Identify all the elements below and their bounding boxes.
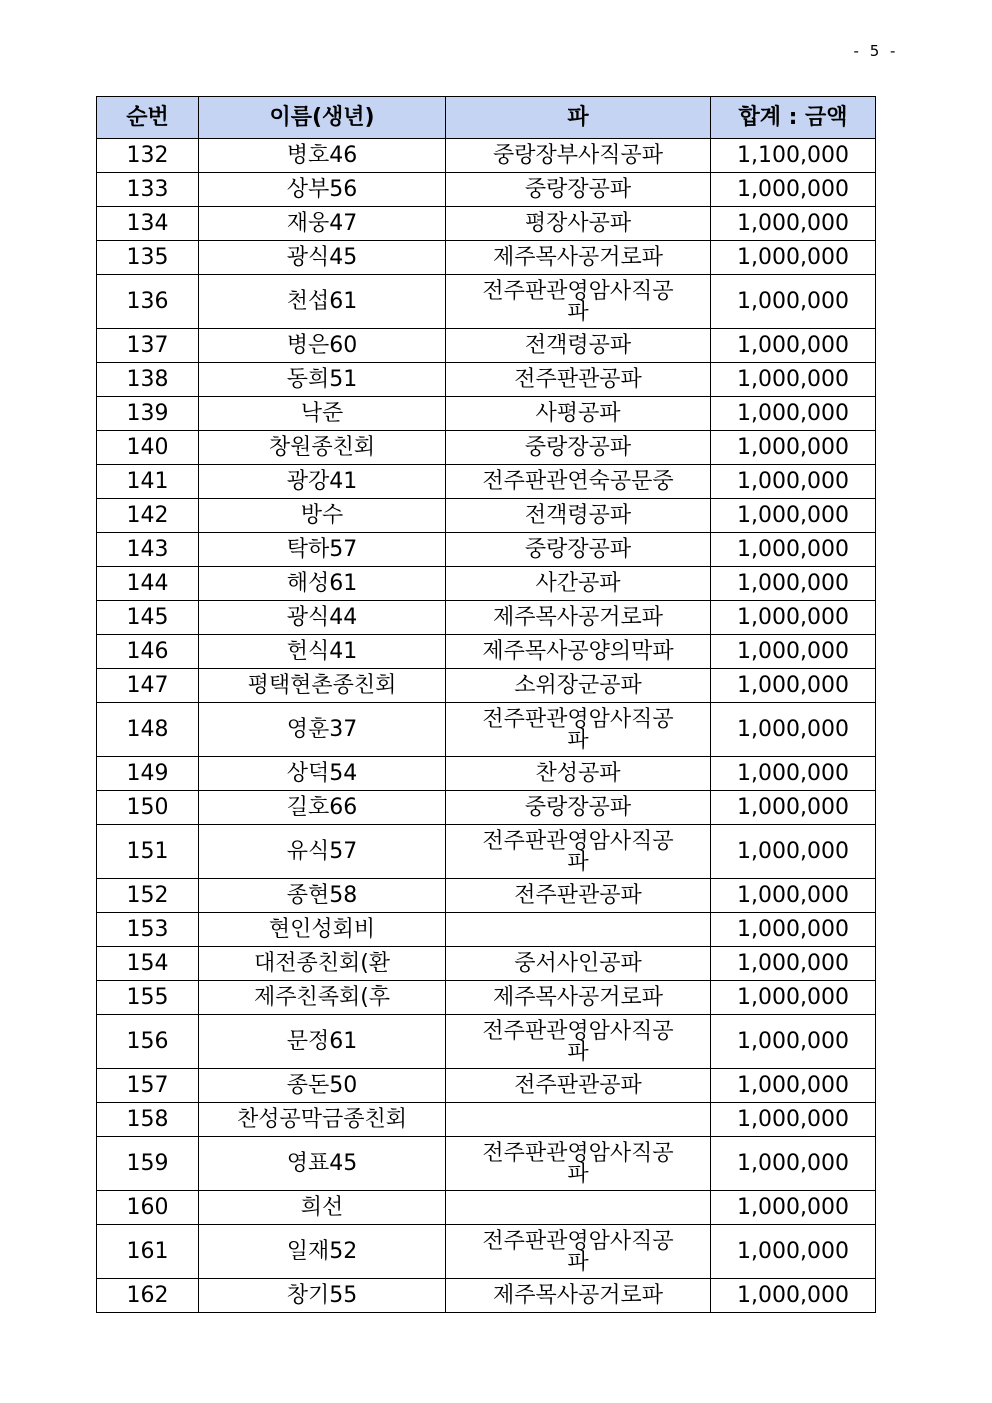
table-row [97,635,876,669]
cell-name: 평택현촌종친회 [199,669,446,703]
cell-amount: 1,000,000 [711,913,876,947]
cell-no: 149 [97,757,199,791]
cell-name: 창원종친회 [199,431,446,465]
cell-clan: 제주목사공양의막파 [446,635,711,669]
header-no: 순번 [97,97,199,139]
cell-no: 155 [97,981,199,1015]
cell-name: 병호46 [199,139,446,173]
table-row [97,431,876,465]
table-row [97,567,876,601]
cell-clan [446,1191,711,1225]
cell-name: 탁하57 [199,533,446,567]
table-row [97,1069,876,1103]
cell-amount: 1,000,000 [711,173,876,207]
cell-no: 134 [97,207,199,241]
table-row [97,465,876,499]
cell-clan: 제주목사공거로파 [446,1279,711,1313]
table-row [97,139,876,173]
cell-clan: 중랑장공파 [446,173,711,207]
cell-name: 창기55 [199,1279,446,1313]
table-row [97,1137,876,1191]
cell-no: 162 [97,1279,199,1313]
cell-clan: 전주판관연숙공문중 [446,465,711,499]
cell-name: 방수 [199,499,446,533]
cell-name: 유식57 [199,825,446,879]
cell-no: 133 [97,173,199,207]
cell-no: 152 [97,879,199,913]
cell-amount: 1,000,000 [711,669,876,703]
cell-amount: 1,000,000 [711,757,876,791]
cell-amount: 1,000,000 [711,1015,876,1069]
cell-no: 158 [97,1103,199,1137]
cell-amount: 1,000,000 [711,1225,876,1279]
cell-no: 153 [97,913,199,947]
cell-amount: 1,000,000 [711,635,876,669]
table-row [97,757,876,791]
header-clan: 파 [446,97,711,139]
table-body [97,139,876,1313]
cell-no: 160 [97,1191,199,1225]
cell-amount: 1,000,000 [711,241,876,275]
table-row [97,947,876,981]
cell-no: 154 [97,947,199,981]
cell-name: 광식44 [199,601,446,635]
cell-no: 137 [97,329,199,363]
cell-clan [446,825,711,879]
cell-clan: 사간공파 [446,567,711,601]
cell-clan [446,1015,711,1069]
cell-name: 문정61 [199,1015,446,1069]
table-row [97,499,876,533]
cell-amount: 1,000,000 [711,329,876,363]
cell-amount: 1,000,000 [711,499,876,533]
table-row [97,791,876,825]
donation-table [96,96,876,1313]
cell-amount: 1,000,000 [711,1137,876,1191]
cell-no: 147 [97,669,199,703]
cell-name: 희선 [199,1191,446,1225]
cell-clan-line: 파 [567,1161,589,1187]
cell-name: 헌식41 [199,635,446,669]
cell-no: 148 [97,703,199,757]
table-row [97,825,876,879]
cell-clan: 제주목사공거로파 [446,981,711,1015]
cell-amount: 1,000,000 [711,1069,876,1103]
header-name: 이름(생년) [199,97,446,139]
cell-name: 재웅47 [199,207,446,241]
table-row [97,1225,876,1279]
cell-clan: 중랑장공파 [446,533,711,567]
cell-no: 146 [97,635,199,669]
cell-no: 151 [97,825,199,879]
cell-clan-line: 파 [567,1039,589,1065]
cell-no: 139 [97,397,199,431]
cell-amount: 1,000,000 [711,431,876,465]
cell-no: 141 [97,465,199,499]
cell-name: 상부56 [199,173,446,207]
table-row [97,207,876,241]
cell-amount: 1,000,000 [711,1191,876,1225]
cell-amount: 1,000,000 [711,533,876,567]
cell-clan-line: 전주판관영암사직공 [482,1018,674,1044]
cell-name: 일재52 [199,1225,446,1279]
cell-amount: 1,000,000 [711,567,876,601]
cell-clan-line: 파 [567,1249,589,1275]
cell-name: 낙준 [199,397,446,431]
cell-name: 영훈37 [199,703,446,757]
cell-no: 161 [97,1225,199,1279]
cell-name: 영표45 [199,1137,446,1191]
cell-clan-line: 전주판관영암사직공 [482,1228,674,1254]
table-row [97,601,876,635]
cell-clan [446,703,711,757]
cell-clan [446,913,711,947]
cell-clan: 중서사인공파 [446,947,711,981]
cell-no: 145 [97,601,199,635]
table-row [97,1015,876,1069]
table-row [97,1103,876,1137]
cell-clan-line: 전주판관영암사직공 [482,828,674,854]
cell-clan: 전주판관공파 [446,879,711,913]
cell-clan [446,1225,711,1279]
cell-amount: 1,000,000 [711,465,876,499]
cell-amount: 1,000,000 [711,397,876,431]
cell-no: 156 [97,1015,199,1069]
table-row [97,275,876,329]
cell-clan: 제주목사공거로파 [446,601,711,635]
cell-name: 대전종친회(환 [199,947,446,981]
cell-amount: 1,000,000 [711,601,876,635]
cell-no: 140 [97,431,199,465]
cell-clan-line: 파 [567,849,589,875]
cell-no: 132 [97,139,199,173]
cell-amount: 1,000,000 [711,825,876,879]
table-row [97,703,876,757]
cell-name: 종돈50 [199,1069,446,1103]
table-row [97,329,876,363]
cell-no: 150 [97,791,199,825]
cell-clan [446,1103,711,1137]
cell-name: 천섭61 [199,275,446,329]
table-row [97,1191,876,1225]
cell-name: 현인성회비 [199,913,446,947]
cell-clan: 전객령공파 [446,329,711,363]
table-row [97,363,876,397]
header-amount: 합계 : 금액 [711,97,876,139]
cell-amount: 1,100,000 [711,139,876,173]
cell-clan: 전주판관공파 [446,363,711,397]
cell-amount: 1,000,000 [711,1279,876,1313]
cell-name: 동희51 [199,363,446,397]
table-row [97,1279,876,1313]
cell-clan [446,275,711,329]
cell-no: 135 [97,241,199,275]
cell-amount: 1,000,000 [711,363,876,397]
cell-amount: 1,000,000 [711,275,876,329]
cell-clan: 중랑장공파 [446,791,711,825]
page-number: - 5 - [853,42,899,60]
cell-name: 병은60 [199,329,446,363]
table-row [97,913,876,947]
cell-amount: 1,000,000 [711,981,876,1015]
cell-name: 상덕54 [199,757,446,791]
cell-clan: 찬성공파 [446,757,711,791]
table-row [97,669,876,703]
table-row [97,879,876,913]
cell-clan: 전주판관공파 [446,1069,711,1103]
table-row [97,173,876,207]
cell-name: 종현58 [199,879,446,913]
cell-amount: 1,000,000 [711,207,876,241]
cell-clan [446,1137,711,1191]
cell-amount: 1,000,000 [711,947,876,981]
cell-amount: 1,000,000 [711,791,876,825]
cell-amount: 1,000,000 [711,1103,876,1137]
table-row [97,533,876,567]
cell-no: 143 [97,533,199,567]
cell-no: 142 [97,499,199,533]
cell-no: 138 [97,363,199,397]
cell-name: 광강41 [199,465,446,499]
cell-clan: 전객령공파 [446,499,711,533]
cell-clan: 사평공파 [446,397,711,431]
table-row [97,981,876,1015]
table-row [97,397,876,431]
cell-clan-line: 전주판관영암사직공 [482,706,674,732]
cell-no: 144 [97,567,199,601]
table-row [97,241,876,275]
cell-clan: 중랑장공파 [446,431,711,465]
cell-name: 길호66 [199,791,446,825]
cell-clan-line: 전주판관영암사직공 [482,1140,674,1166]
cell-name: 해성61 [199,567,446,601]
cell-clan: 평장사공파 [446,207,711,241]
cell-clan-line: 파 [567,727,589,753]
cell-amount: 1,000,000 [711,703,876,757]
cell-clan: 소위장군공파 [446,669,711,703]
cell-no: 157 [97,1069,199,1103]
cell-name: 찬성공막금종친회 [199,1103,446,1137]
cell-clan: 중랑장부사직공파 [446,139,711,173]
cell-no: 136 [97,275,199,329]
cell-clan-line: 파 [567,299,589,325]
cell-amount: 1,000,000 [711,879,876,913]
cell-name: 제주친족회(후 [199,981,446,1015]
cell-clan-line: 전주판관영암사직공 [482,278,674,304]
cell-no: 159 [97,1137,199,1191]
cell-clan: 제주목사공거로파 [446,241,711,275]
cell-name: 광식45 [199,241,446,275]
table-header-row [97,97,876,139]
